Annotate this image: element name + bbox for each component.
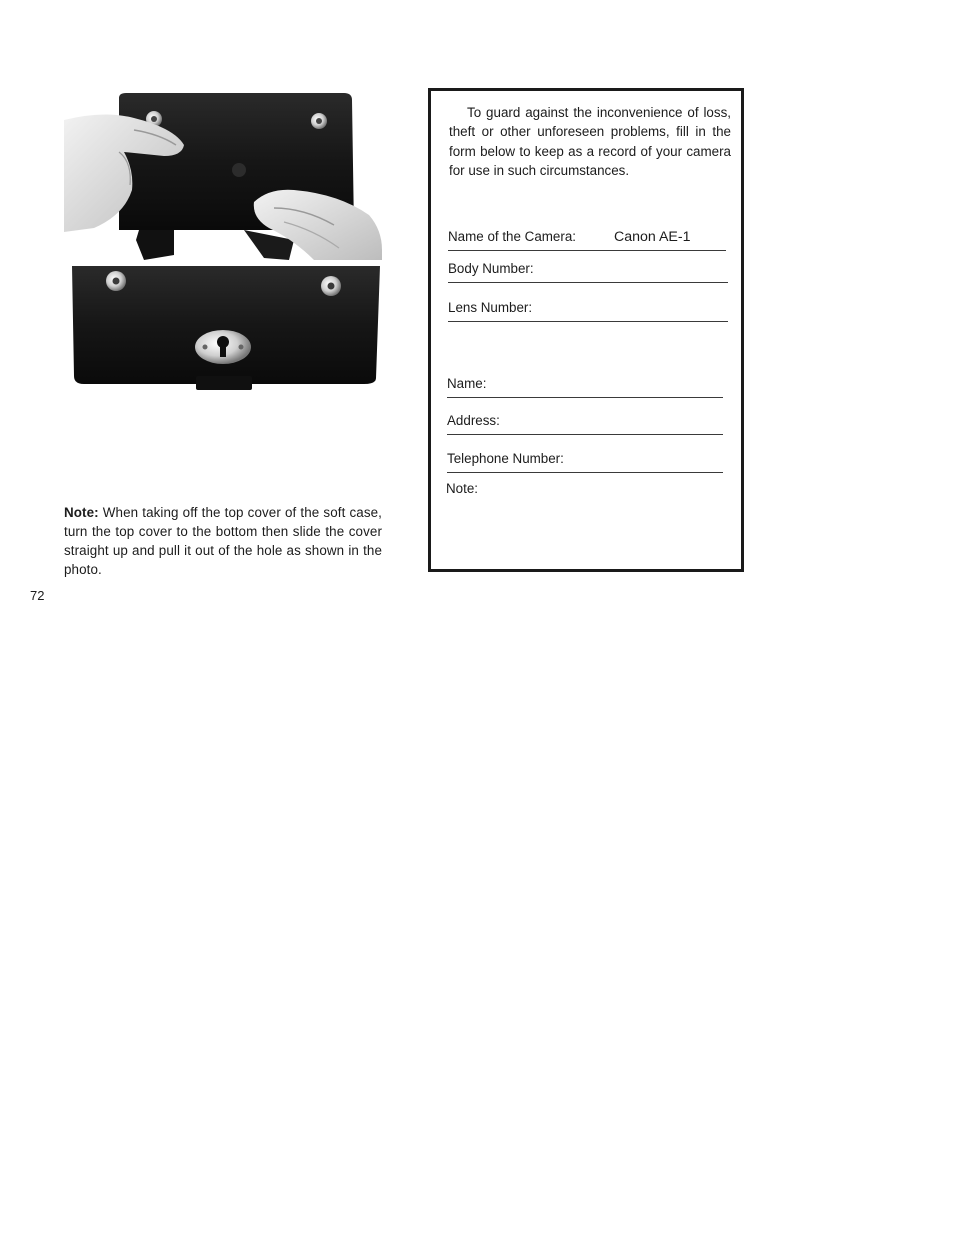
field-camera-name-value: Canon AE-1 <box>614 229 691 245</box>
camera-record-form <box>428 88 744 572</box>
caption-note-text: When taking off the top cover of the soft case, turn the top cover to the bottom then slide the cover straight up and pull it out of the hole as shown in the photo. <box>64 505 382 577</box>
field-telephone-number-label: Telephone Number: <box>447 451 564 466</box>
field-note-label[interactable]: Note: <box>446 481 479 496</box>
field-owner-name-label: Name: <box>447 376 487 391</box>
record-form-intro: To guard against the inconvenience of loss, theft or other unforeseen problems, fill in the form below to keep as a record of your camera for use in such circumstances. <box>449 105 731 178</box>
field-telephone-number[interactable] <box>447 450 723 473</box>
field-lens-number-label: Lens Number: <box>448 300 533 315</box>
caption-note-label: Note: <box>64 505 99 520</box>
field-body-number-label: Body Number: <box>448 261 534 276</box>
field-camera-name[interactable] <box>448 228 726 251</box>
page-number: 72 <box>30 588 45 603</box>
soft-case-photo <box>64 90 384 395</box>
field-address[interactable] <box>447 412 723 435</box>
field-address-label: Address: <box>447 413 500 428</box>
photo-note-caption <box>64 503 382 579</box>
camera-soft-case-photo-icon <box>64 90 384 395</box>
field-camera-name-label: Name of the Camera: <box>448 229 577 244</box>
field-body-number[interactable] <box>448 260 728 283</box>
field-lens-number[interactable] <box>448 299 728 322</box>
field-owner-name[interactable] <box>447 375 723 398</box>
